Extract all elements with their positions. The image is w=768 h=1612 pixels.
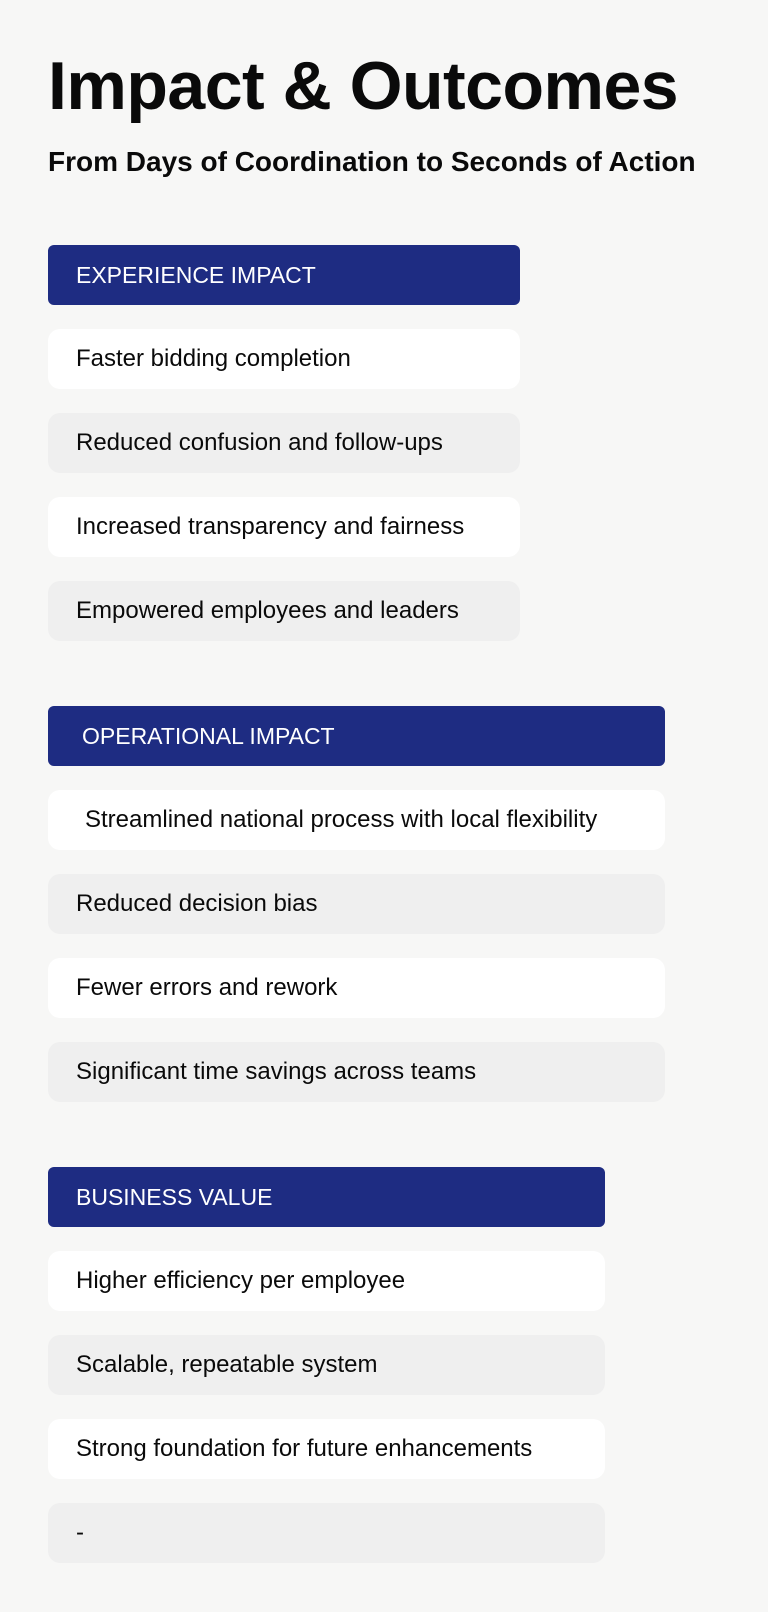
section-header-business-value: BUSINESS VALUE [48, 1167, 605, 1227]
section-header-experience-impact: EXPERIENCE IMPACT [48, 245, 520, 305]
list-item: Empowered employees and leaders [48, 581, 520, 641]
list-item: Strong foundation for future enhancements [48, 1419, 605, 1479]
list-item: Increased transparency and fairness [48, 497, 520, 557]
page-title: Impact & Outcomes [48, 48, 679, 124]
list-item: Significant time savings across teams [48, 1042, 665, 1102]
operational-impact-section [48, 706, 665, 1102]
experience-impact-section [48, 245, 520, 641]
list-item: - [48, 1503, 605, 1563]
list-item: Faster bidding completion [48, 329, 520, 389]
list-item: Fewer errors and rework [48, 958, 665, 1018]
list-item: Scalable, repeatable system [48, 1335, 605, 1395]
business-value-section [48, 1167, 605, 1563]
list-item: Higher efficiency per employee [48, 1251, 605, 1311]
list-item: Streamlined national process with local flexibility [48, 790, 665, 850]
section-header-operational-impact: OPERATIONAL IMPACT [48, 706, 665, 766]
list-item: Reduced confusion and follow-ups [48, 413, 520, 473]
page-subtitle: From Days of Coordination to Seconds of Action [48, 146, 696, 177]
list-item: Reduced decision bias [48, 874, 665, 934]
